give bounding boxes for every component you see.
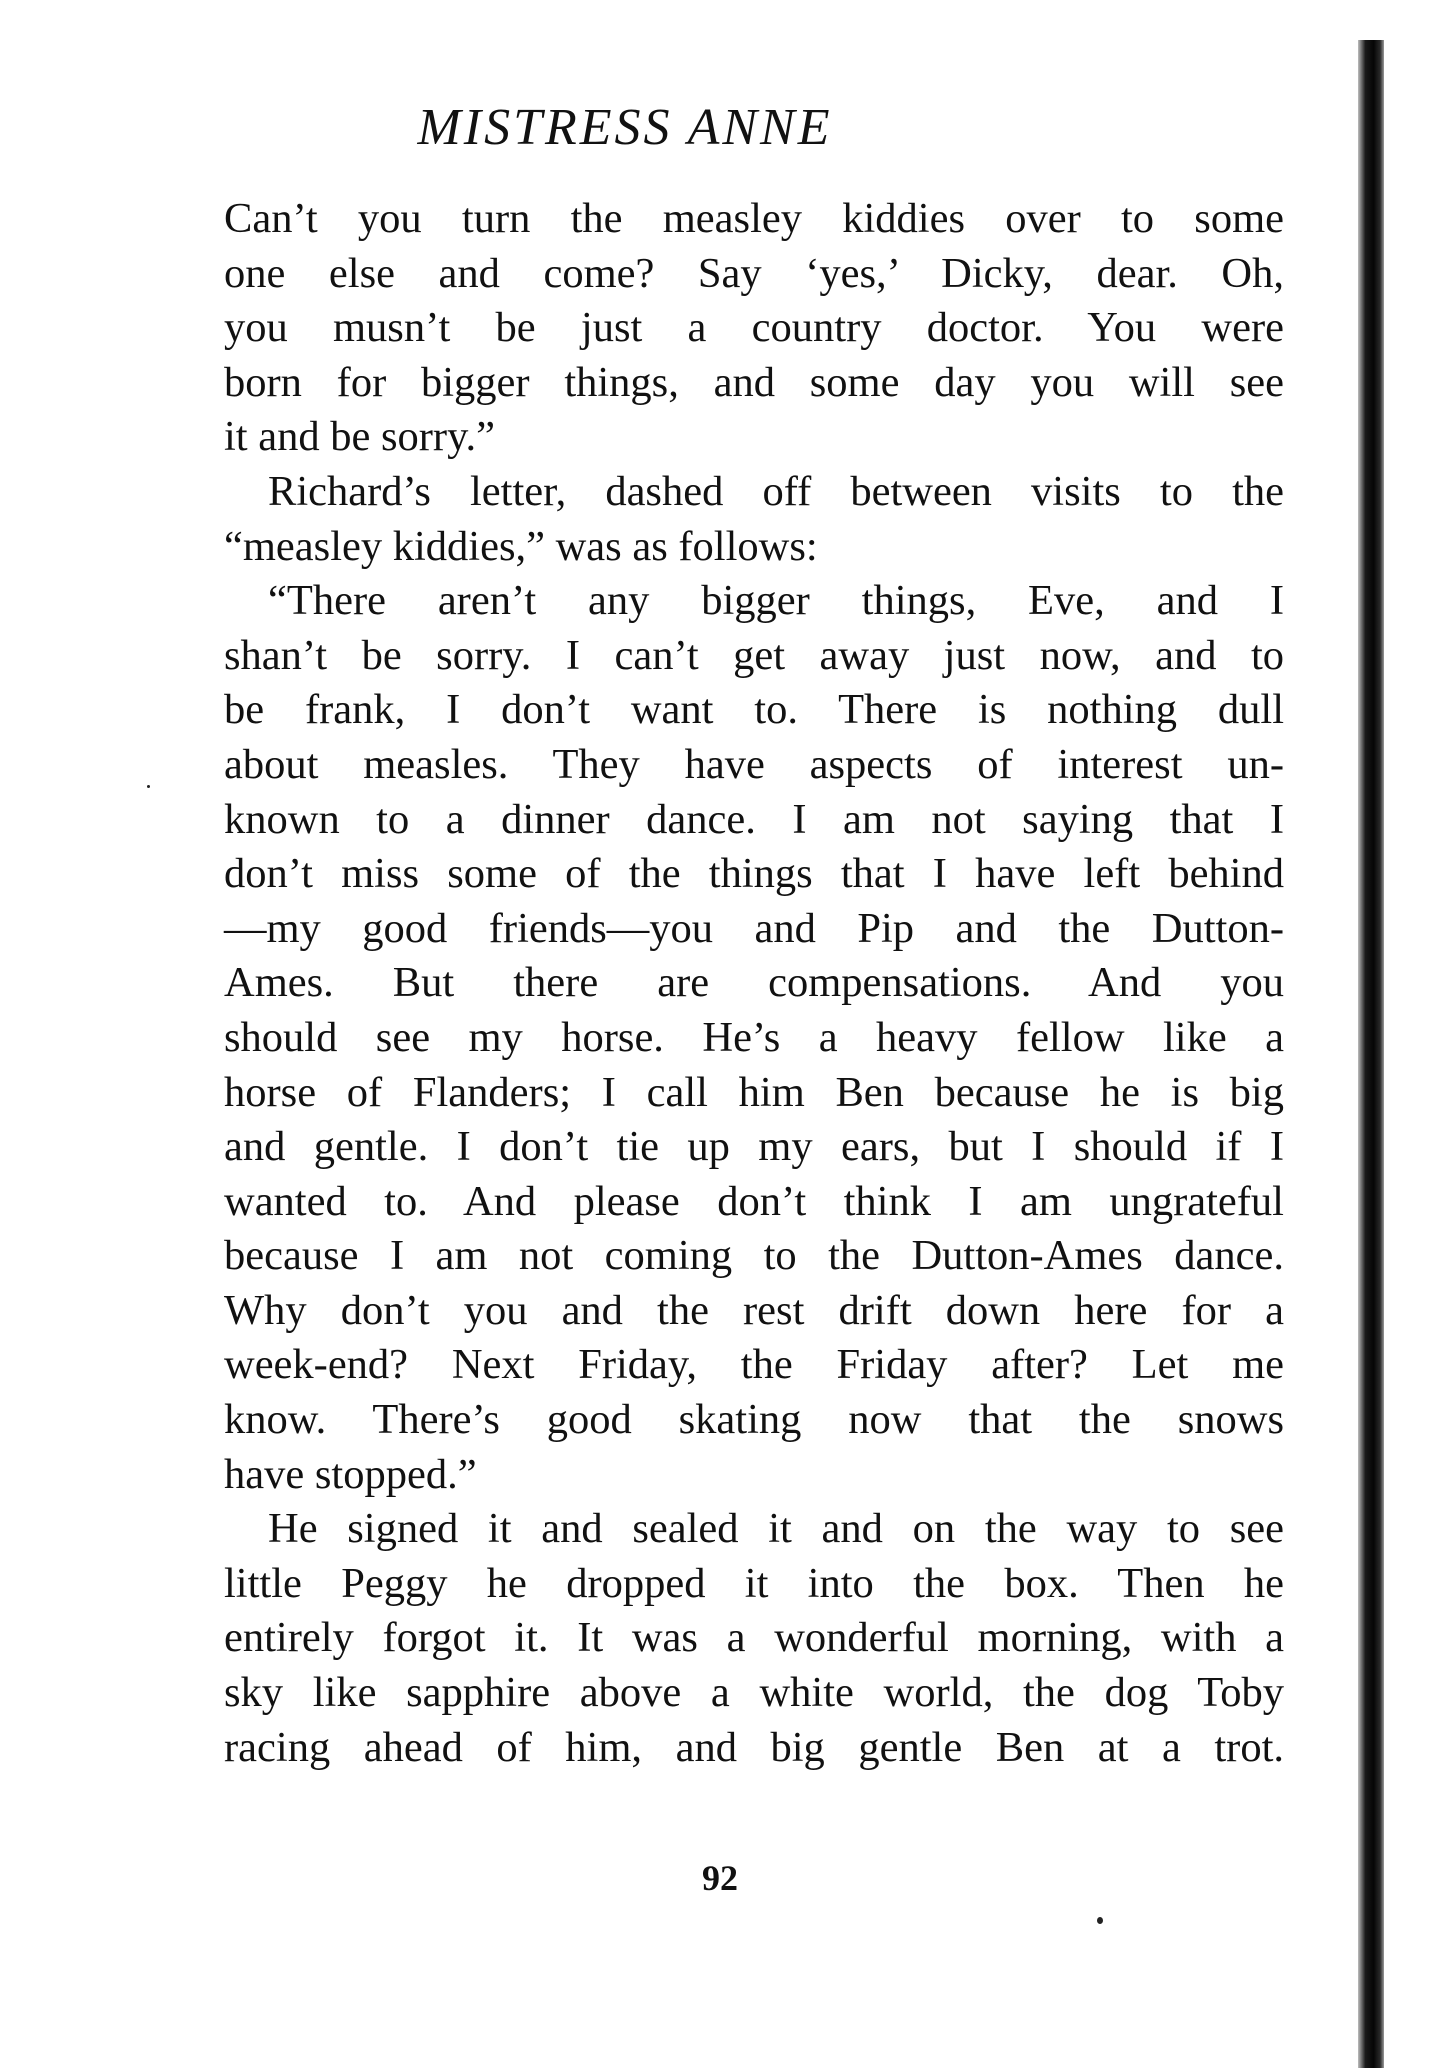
text-line: have stopped.” — [224, 1450, 477, 1498]
binding-shadow — [1358, 40, 1384, 2068]
text-line: horse of Flanders; I call him Ben because he is big — [224, 1068, 1284, 1116]
text-line: sky like sapphire above a white world, the dog Toby — [224, 1669, 1284, 1717]
text-line: be frank, I don’t want to. There is nothing dull — [224, 686, 1284, 734]
body-text — [224, 192, 1284, 1775]
text-line: Richard’s letter, dashed off between visits to the — [268, 467, 1284, 515]
running-title: MISTRESS ANNE — [417, 99, 833, 156]
text-line: and gentle. I don’t tie up my ears, but I should if I — [224, 1123, 1284, 1171]
text-line: Can’t you turn the measley kiddies over to some — [224, 195, 1284, 242]
ink-speck — [147, 785, 150, 788]
text-line: about measles. They have aspects of interest un- — [224, 740, 1284, 788]
text-line: wanted to. And please don’t think I am ungrateful — [224, 1177, 1284, 1225]
text-line: “There aren’t any bigger things, Eve, and I — [268, 577, 1284, 625]
text-line: He signed it and sealed it and on the way to see — [268, 1505, 1284, 1553]
text-line: entirely forgot it. It was a wonderful morning, with a — [224, 1614, 1284, 1662]
page-number: 92 — [702, 1858, 738, 1898]
text-line: it and be sorry.” — [224, 413, 496, 461]
text-line: shan’t be sorry. I can’t get away just now, and to — [224, 631, 1284, 679]
text-line: you musn’t be just a country doctor. You were — [224, 304, 1284, 352]
text-line: Why don’t you and the rest drift down here for a — [224, 1286, 1284, 1334]
text-line: born for bigger things, and some day you will see — [224, 358, 1284, 406]
text-line: little Peggy he dropped it into the box. Then he — [224, 1559, 1284, 1607]
text-line: racing ahead of him, and big gentle Ben at a trot. — [224, 1723, 1284, 1771]
text-line: Ames. But there are compensations. And you — [224, 959, 1284, 1007]
ink-speck — [1097, 1917, 1103, 1924]
text-line: —my good friends—you and Pip and the Dutton- — [224, 904, 1284, 952]
text-line: one else and come? Say ‘yes,’ Dicky, dear. Oh, — [224, 249, 1284, 297]
text-line: known to a dinner dance. I am not saying that I — [224, 795, 1284, 843]
text-line: “measley kiddies,” was as follows: — [224, 522, 818, 570]
text-line: because I am not coming to the Dutton-Ames dance. — [224, 1232, 1284, 1280]
text-line: should see my horse. He’s a heavy fellow like a — [224, 1013, 1284, 1061]
text-line: know. There’s good skating now that the snows — [224, 1396, 1284, 1444]
text-line: don’t miss some of the things that I have left behind — [224, 850, 1284, 898]
text-line: week-end? Next Friday, the Friday after? Let me — [224, 1341, 1284, 1389]
